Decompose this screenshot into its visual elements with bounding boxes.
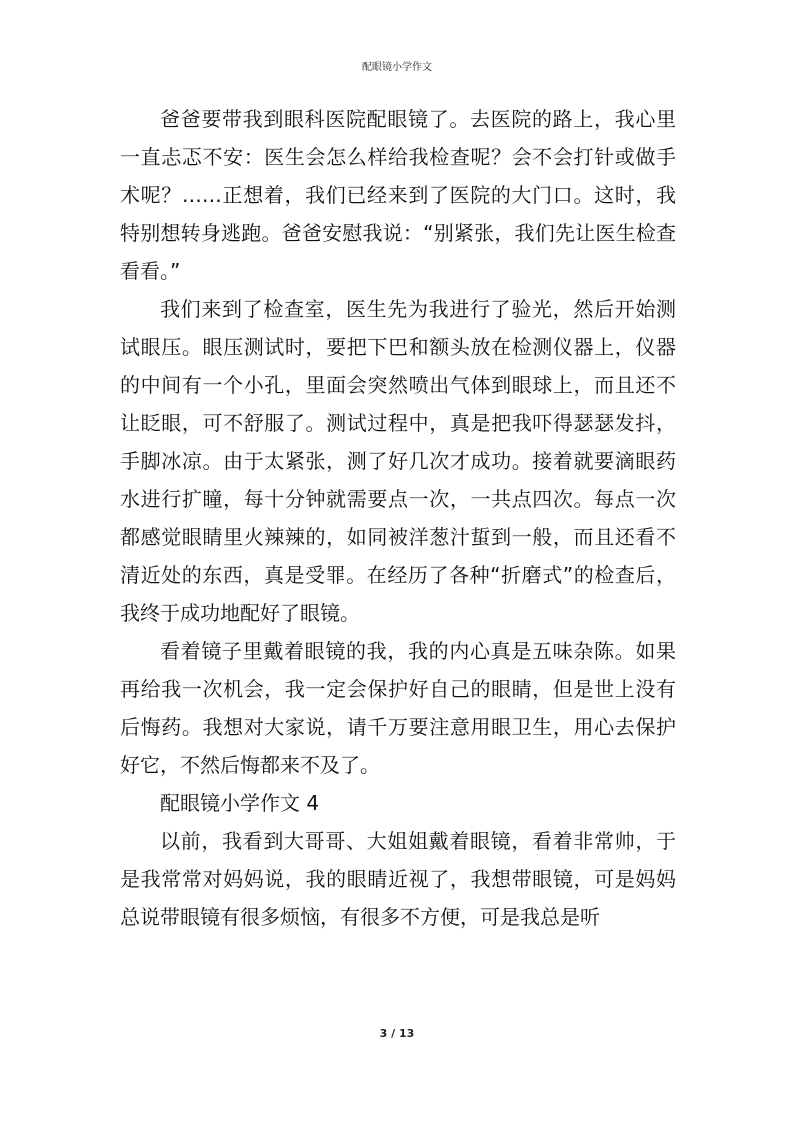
page-number: 3 / 13 bbox=[379, 1027, 415, 1040]
section-heading: 配眼镜小学作文 4 bbox=[160, 791, 320, 815]
page-footer bbox=[0, 1027, 794, 1041]
paragraph: 爸爸要带我到眼科医院配眼镜了。去医院的路上，我心里一直忐忑不安：医生会怎么样给我检查呢？会不会打针或做手术呢？……正想着，我们已经来到了医院的大门口。这时，我特别想转身逃跑。爸爸安慰我说：“别紧张，我们先让医生检查看看。” bbox=[120, 107, 676, 283]
header-title: 配眼镜小学作文 bbox=[362, 62, 432, 73]
document-body bbox=[120, 100, 676, 936]
page-header bbox=[0, 61, 794, 75]
paragraph: 看着镜子里戴着眼镜的我，我的内心真是五味杂陈。如果再给我一次机会，我一定会保护好自己的眼睛，但是世上没有后悔药。我想对大家说，请千万要注意用眼卫生，用心去保护好它，不然后悔都来不及了。 bbox=[120, 639, 676, 777]
paragraph: 以前，我看到大哥哥、大姐姐戴着眼镜，看着非常帅，于是我常常对妈妈说，我的眼睛近视了，我想带眼镜，可是妈妈总说带眼镜有很多烦恼，有很多不方便，可是我总是听 bbox=[120, 829, 676, 929]
paragraph: 我们来到了检查室，医生先为我进行了验光，然后开始测试眼压。眼压测试时，要把下巴和额头放在检测仪器上，仪器的中间有一个小孔，里面会突然喷出气体到眼球上，而且还不让眨眼，可不舒服了。测试过程中，真是把我吓得瑟瑟发抖，手脚冰凉。由于太紧张，测了好几次才成功。接着就要滴眼药水进行扩瞳，每十分钟就需要点一次，一共点四次。每点一次都感觉眼睛里火辣辣的，如同被洋葱汁蜇到一般，而且还看不清近处的东西，真是受罪。在经历了各种“折磨式”的检查后，我终于成功地配好了眼镜。 bbox=[120, 297, 676, 625]
